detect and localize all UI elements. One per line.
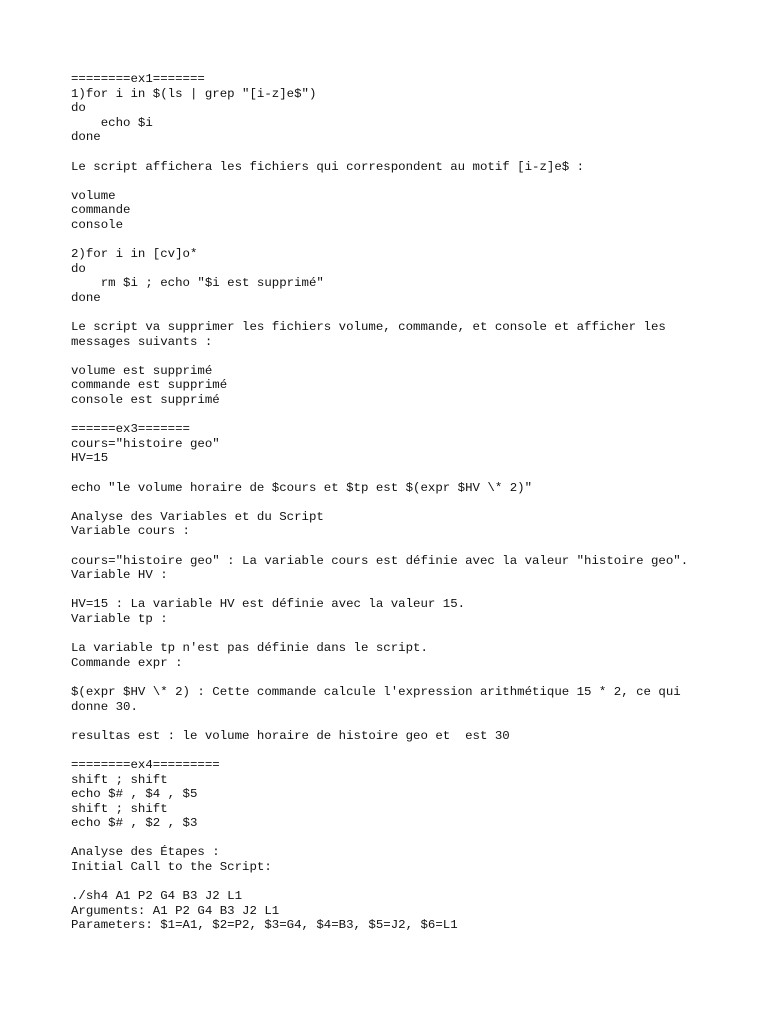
text-line: console est supprimé <box>71 393 220 408</box>
text-line: echo "le volume horaire de $cours et $tp est $(expr $HV \* 2)" <box>71 480 533 495</box>
blank-line <box>71 875 761 890</box>
text-line: ======ex3======= <box>71 422 190 437</box>
text-line: echo $# , $4 , $5 <box>71 787 198 802</box>
blank-line <box>71 174 761 189</box>
blank-line <box>71 583 761 598</box>
blank-line <box>71 627 761 642</box>
text-line: Variable cours : <box>71 524 190 539</box>
blank-line <box>71 743 761 758</box>
text-line: cours="histoire geo" : La variable cours est définie avec la valeur "histoire geo". <box>71 553 689 568</box>
text-line: donne 30. <box>71 699 138 714</box>
text-line: 2)for i in [cv]o* <box>71 247 198 262</box>
text-line: do <box>71 101 86 116</box>
text-line: Initial Call to the Script: <box>71 860 272 875</box>
text-line: volume <box>71 188 116 203</box>
text-line: messages suivants : <box>71 334 213 349</box>
text-line: Arguments: A1 P2 G4 B3 J2 L1 <box>71 903 280 918</box>
text-line: Parameters: $1=A1, $2=P2, $3=G4, $4=B3, $5=J2, $6=L1 <box>71 918 458 933</box>
text-line: Commande expr : <box>71 655 183 670</box>
text-line: ./sh4 A1 P2 G4 B3 J2 L1 <box>71 889 243 904</box>
text-line: console <box>71 217 124 232</box>
blank-line <box>71 306 761 321</box>
text-line: $(expr $HV \* 2) : Cette commande calcule l'expression arithmétique 15 * 2, ce qui <box>71 684 681 699</box>
text-line: done <box>71 290 101 305</box>
text-line: echo $# , $2 , $3 <box>71 816 198 831</box>
blank-line <box>71 408 761 423</box>
text-line: volume est supprimé <box>71 363 213 378</box>
text-line: Le script va supprimer les fichiers volume, commande, et console et afficher les <box>71 320 666 335</box>
blank-line <box>71 466 761 481</box>
document-body <box>71 72 761 933</box>
text-line: shift ; shift <box>71 801 168 816</box>
text-line: do <box>71 261 86 276</box>
text-line: commande <box>71 203 131 218</box>
blank-line <box>71 670 761 685</box>
text-line: HV=15 <box>71 451 109 466</box>
text-line: commande est supprimé <box>71 378 228 393</box>
text-line: Analyse des Variables et du Script <box>71 509 324 524</box>
blank-line <box>71 349 761 364</box>
blank-line <box>71 145 761 160</box>
text-line: shift ; shift <box>71 772 168 787</box>
text-line: cours="histoire geo" <box>71 436 220 451</box>
text-line: 1)for i in $(ls | grep "[i-z]e$") <box>71 86 317 101</box>
blank-line <box>71 714 761 729</box>
text-line: rm $i ; echo "$i est supprimé" <box>71 276 324 291</box>
text-line: Variable tp : <box>71 611 168 626</box>
blank-line <box>71 233 761 248</box>
text-line: Le script affichera les fichiers qui correspondent au motif [i-z]e$ : <box>71 159 585 174</box>
text-line: ========ex1======= <box>71 72 205 86</box>
blank-line <box>71 495 761 510</box>
text-line: HV=15 : La variable HV est définie avec la valeur 15. <box>71 597 466 612</box>
text-line: La variable tp n'est pas définie dans le script. <box>71 641 428 656</box>
text-line: echo $i <box>71 115 153 130</box>
text-line: Variable HV : <box>71 568 168 583</box>
blank-line <box>71 831 761 846</box>
text-line: Analyse des Étapes : <box>71 845 220 860</box>
blank-line <box>71 539 761 554</box>
text-line: ========ex4========= <box>71 757 220 772</box>
text-line: done <box>71 130 101 145</box>
text-line: resultas est : le volume horaire de histoire geo et est 30 <box>71 728 510 743</box>
